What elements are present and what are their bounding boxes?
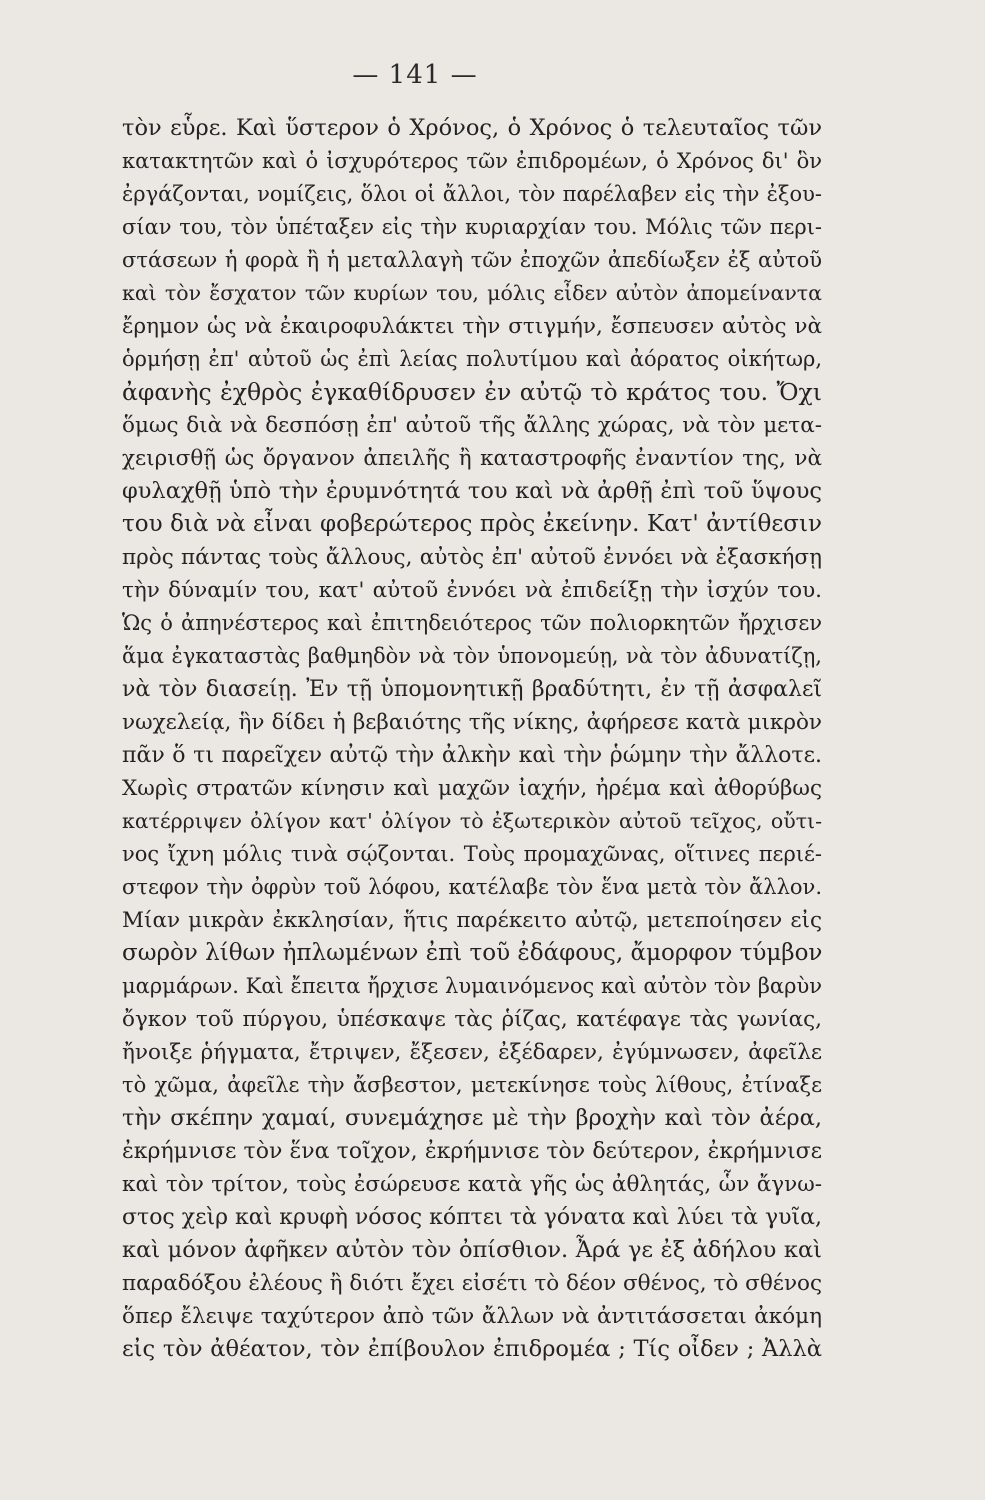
text-line: στεφον τὴν ὀφρὺν τοῦ λόφου, κατέλαβε τὸν ἕνα μετὰ τὸν ἄλλον.	[122, 875, 822, 899]
text-line: νος ἴχνη μόλις τινὰ σῴζονται. Τοὺς προμαχῶνας, οἵτινες περιέ-	[122, 842, 822, 866]
page-number: — 141 —	[352, 60, 478, 90]
text-line: του διὰ νὰ εἶναι φοβερώτερος πρὸς ἐκείνην. Κατ' ἀντίθεσιν	[122, 511, 822, 537]
text-line: ὅμως διὰ νὰ δεσπόσῃ ἐπ' αὐτοῦ τῆς ἄλλης χώρας, νὰ τὸν μετα-	[122, 413, 822, 438]
text-line: Χωρὶς στρατῶν κίνησιν καὶ μαχῶν ἰαχήν, ἠρέμα καὶ ἀθορύβως	[122, 776, 822, 801]
text-line: τὸν εὗρε. Καὶ ὕστερον ὁ Χρόνος, ὁ Χρόνος ὁ τελευταῖος τῶν	[122, 115, 822, 141]
text-line: σωρὸν λίθων ἠπλωμένων ἐπὶ τοῦ ἐδάφους, ἄμορφον τύμβον	[122, 940, 822, 966]
text-line: καὶ μόνον ἀφῆκεν αὐτὸν τὸν ὀπίσθιον. Ἆρά γε ἐξ ἀδήλου καὶ	[122, 1237, 822, 1263]
text-line: ὄγκον τοῦ πύργου, ὑπέσκαψε τὰς ῥίζας, κατέφαγε τὰς γωνίας,	[122, 1007, 822, 1032]
text-line: σίαν του, τὸν ὑπέταξεν εἰς τὴν κυριαρχίαν του. Μόλις τῶν περι-	[122, 215, 822, 239]
text-line: Ὡς ὁ ἀπηνέστερος καὶ ἐπιτηδειότερος τῶν πολιορκητῶν ἤρχισεν	[122, 611, 822, 635]
body-text	[122, 112, 822, 1366]
text-line: πᾶν ὅ τι παρεῖχεν αὐτῷ τὴν ἀλκὴν καὶ τὴν ῥώμην τὴν ἄλλοτε.	[122, 743, 822, 768]
text-line: ἤνοιξε ῥήγματα, ἔτριψεν, ἔξεσεν, ἐξέδαρεν, ἐγύμνωσεν, ἀφεῖλε	[122, 1040, 822, 1065]
text-line: στος χεὶρ καὶ κρυφὴ νόσος κόπτει τὰ γόνατα καὶ λύει τὰ γυῖα,	[122, 1205, 822, 1230]
text-line: τὸ χῶμα, ἀφεῖλε τὴν ἄσβεστον, μετεκίνησε τοὺς λίθους, ἐτίναξε	[122, 1073, 822, 1097]
text-line: φυλαχθῇ ὑπὸ τὴν ἐρυμνότητά του καὶ νὰ ἀρθῇ ἐπὶ τοῦ ὕψους	[122, 478, 822, 504]
text-line: καὶ τὸν τρίτον, τοὺς ἐσώρευσε κατὰ γῆς ὡς ἀθλητάς, ὧν ἄγνω-	[122, 1172, 822, 1197]
text-line: ἐργάζονται, νομίζεις, ὅλοι οἱ ἄλλοι, τὸν παρέλαβεν εἰς τὴν ἐξου-	[122, 182, 822, 206]
text-line: παραδόξου ἐλέους ἢ διότι ἔχει εἰσέτι τὸ δέον σθένος, τὸ σθένος	[122, 1271, 822, 1296]
text-line: στάσεων ἡ φορὰ ἢ ἡ μεταλλαγὴ τῶν ἐποχῶν ἀπεδίωξεν ἐξ αὐτοῦ	[122, 248, 822, 272]
text-line: ὅπερ ἔλειψε ταχύτερον ἀπὸ τῶν ἄλλων νὰ ἀντιτάσσεται ἀκόμη	[122, 1304, 822, 1329]
text-line: νωχελείᾳ, ἣν δίδει ἡ βεβαιότης τῆς νίκης, ἀφήρεσε κατὰ μικρὸν	[122, 710, 822, 735]
text-line: ἐκρήμνισε τὸν ἕνα τοῖχον, ἐκρήμνισε τὸν δεύτερον, ἐκρήμνισε	[122, 1139, 822, 1164]
text-line: Μίαν μικρὰν ἐκκλησίαν, ἥτις παρέκειτο αὐτῷ, μετεποίησεν εἰς	[122, 908, 822, 933]
text-line: μαρμάρων. Καὶ ἔπειτα ἤρχισε λυμαινόμενος καὶ αὐτὸν τὸν βαρὺν	[122, 974, 822, 998]
text-line: εἰς τὸν ἀθέατον, τὸν ἐπίβουλον ἐπιδρομέα ; Τίς οἶδεν ; Ἀλλὰ	[122, 1336, 822, 1362]
text-line: κατέρριψεν ὀλίγον κατ' ὀλίγον τὸ ἐξωτερικὸν αὐτοῦ τεῖχος, οὔτι-	[122, 809, 822, 833]
text-line: πρὸς πάντας τοὺς ἄλλους, αὐτὸς ἐπ' αὐτοῦ ἐννόει νὰ ἐξασκήσῃ	[122, 545, 822, 570]
text-line: καὶ τὸν ἔσχατον τῶν κυρίων του, μόλις εἶδεν αὐτὸν ἀπομείναντα	[122, 281, 822, 305]
text-line: ἔρημον ὡς νὰ ἐκαιροφυλάκτει τὴν στιγμήν, ἔσπευσεν αὐτὸς νὰ	[122, 314, 822, 339]
text-line: ὁρμήσῃ ἐπ' αὐτοῦ ὡς ἐπὶ λείας πολυτίμου καὶ ἀόρατος οἰκήτωρ,	[122, 347, 822, 371]
text-line: ἀφανὴς ἐχθρὸς ἐγκαθίδρυσεν ἐν αὐτῷ τὸ κράτος του. Ὄχι	[122, 378, 822, 406]
text-line: χειρισθῇ ὡς ὄργανον ἀπειλῆς ἢ καταστροφῆς ἐναντίον της, νὰ	[122, 446, 822, 471]
text-line: τὴν δύναμίν του, κατ' αὐτοῦ ἐννόει νὰ ἐπιδείξῃ τὴν ἰσχύν του.	[122, 578, 822, 603]
text-line: ἅμα ἐγκαταστὰς βαθμηδὸν νὰ τὸν ὑπονομεύῃ, νὰ τὸν ἀδυνατίζῃ,	[122, 644, 822, 668]
text-line: νὰ τὸν διασείῃ. Ἐν τῇ ὑπομονητικῇ βραδύτητι, ἐν τῇ ἀσφαλεῖ	[122, 677, 822, 702]
text-line: κατακτητῶν καὶ ὁ ἰσχυρότερος τῶν ἐπιδρομέων, ὁ Χρόνος δι' ὃν	[122, 149, 822, 173]
text-line: τὴν σκέπην χαμαί, συνεμάχησε μὲ τὴν βροχὴν καὶ τὸν ἀέρα,	[122, 1105, 822, 1131]
